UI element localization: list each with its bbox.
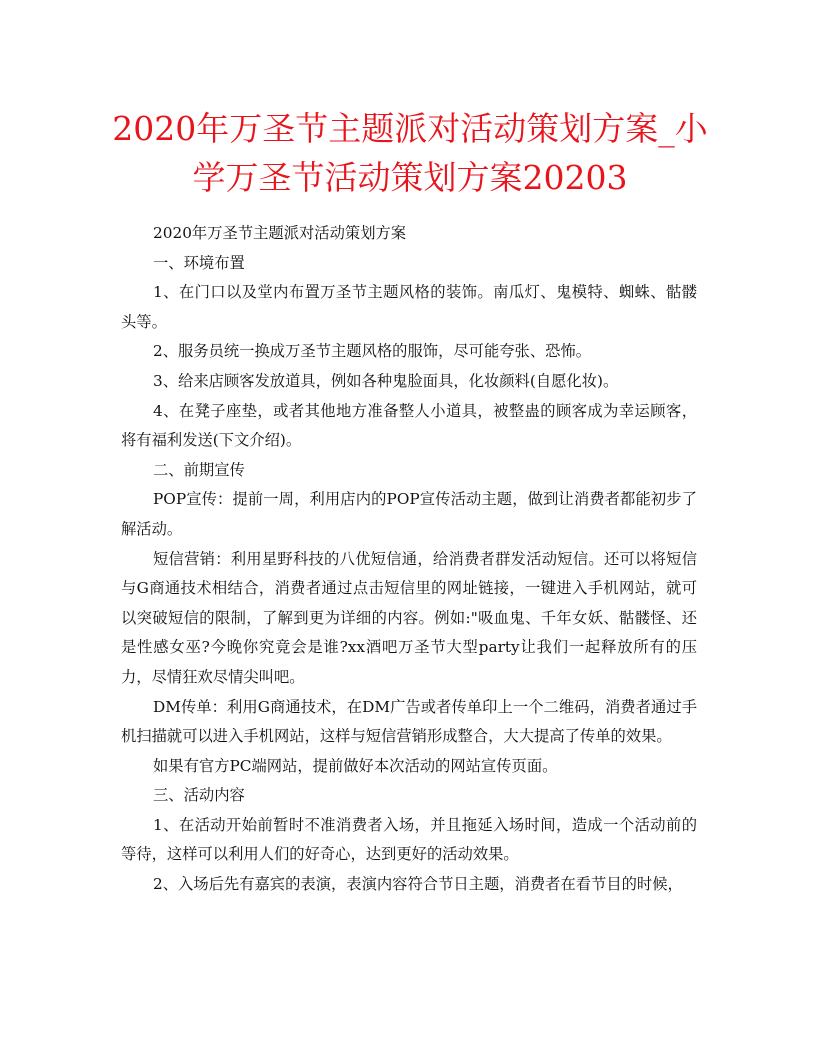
- section-heading: 三、活动内容: [153, 786, 245, 805]
- paragraph: 2020年万圣节主题派对活动策划方案: [153, 224, 407, 242]
- paragraph: DM传单：利用G商通技术，在DM广告或者传单印上一个二维码，消费者通过手机扫描就可以进入手机网站，这样与短信营销形成整合，大大提高了传单的效果。: [121, 697, 697, 746]
- document-body: [121, 219, 697, 900]
- paragraph: 3、给来店顾客发放道具，例如各种鬼脸面具，化妆颜料(自愿化妆)。: [153, 371, 619, 390]
- section-heading: 二、前期宣传: [153, 460, 245, 479]
- document-title: 2020年万圣节主题派对活动策划方案_小学万圣节活动策划方案20203: [112, 109, 708, 197]
- paragraph: 如果有官方PC端网站，提前做好本次活动的网站宣传页面。: [153, 756, 558, 775]
- paragraph: POP宣传：提前一周，利用店内的POP宣传活动主题，做到让消费者都能初步了解活动。: [121, 490, 697, 538]
- paragraph: 1、在门口以及堂内布置万圣节主题风格的装饰。南瓜灯、鬼模特、蜘蛛、骷髅头等。: [121, 283, 697, 331]
- section-heading: 一、环境布置: [153, 253, 245, 272]
- paragraph: 短信营销：利用星野科技的八优短信通，给消费者群发活动短信。还可以将短信与G商通技术相结合，消费者通过点击短信里的网址链接，一键进入手机网站，就可以突破短信的限制，了解到更为详细的内容。例如:"吸血鬼、千年女妖、骷髅怪、还是性感女巫?今晚你究竟会是谁?xx酒吧万圣节大型party让我们一起释放所有的压力，尽情狂欢尽情尖叫吧。: [121, 549, 697, 686]
- paragraph: 2、入场后先有嘉宾的表演，表演内容符合节日主题，消费者在看节目的时候，: [153, 875, 683, 894]
- paragraph: 2、服务员统一换成万圣节主题风格的服饰，尽可能夸张、恐怖。: [153, 342, 592, 361]
- paragraph: 4、在凳子座垫，或者其他地方准备整人小道具，被整蛊的顾客成为幸运顾客，将有福利发送(下文介绍)。: [121, 401, 697, 450]
- paragraph: 1、在活动开始前暂时不准消费者入场，并且拖延入场时间，造成一个活动前的等待，这样可以利用人们的好奇心，达到更好的活动效果。: [121, 815, 697, 864]
